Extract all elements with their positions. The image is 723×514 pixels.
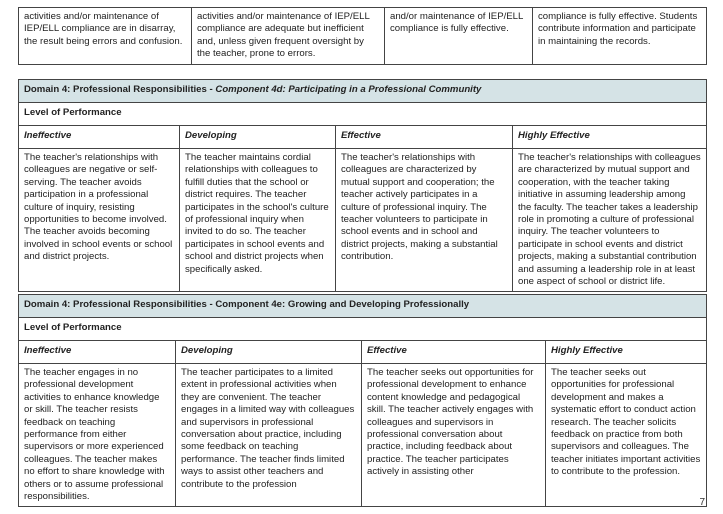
levels-header-row	[19, 126, 707, 149]
cell-developing: activities and/or maintenance of IEP/ELL compliance are adequate but inefficient and, unless given frequent oversight by the teacher, prone to errors.	[192, 8, 385, 65]
level-of-performance-label: Level of Performance	[19, 318, 707, 341]
table-row	[19, 8, 707, 65]
desc-highly-effective: The teacher seeks out opportunities for professional development and makes a systematic effort to conduct action research. The teacher solicits feedback on practice from both supervisors and colleagues. The teacher initiates important activities to contribute to the profession.	[546, 364, 707, 507]
domain-title	[19, 80, 707, 103]
desc-effective: The teacher's relationships with colleagues are characterized by mutual support and cooperation; the teacher actively participates in a culture of professional inquiry. The teacher volunteers to participate in school events and in school and district projects, making a substantial contribution.	[336, 149, 513, 292]
level-effective: Effective	[336, 126, 513, 149]
rubric-table-continued	[18, 7, 707, 65]
level-row	[19, 103, 707, 126]
level-ineffective: Ineffective	[19, 126, 180, 149]
level-of-performance-label: Level of Performance	[19, 103, 707, 126]
desc-developing: The teacher participates to a limited extent in professional activities when they are convenient. The teacher engages in a limited way with colleagues and supervisors in professional conversation about practice, including some feedback on teaching performance. The teacher finds limited ways to assist other teachers and contribute to the profession	[176, 364, 362, 507]
domain-label: Domain 4: Professional Responsibilities -	[24, 84, 216, 95]
cell-highly-effective: compliance is fully effective. Students contribute information and participate in maintaining the records.	[533, 8, 707, 65]
table-row	[19, 149, 707, 292]
page-number: 7	[699, 497, 705, 508]
desc-ineffective: The teacher engages in no professional development activities to enhance knowledge or skill. The teacher resists feedback on teaching performance from either supervisors or more experienced colleagues. The teacher makes no effort to share knowledge with others or to assume professional responsibilities.	[19, 364, 176, 507]
component-label: Component 4d: Participating in a Professional Community	[215, 84, 482, 95]
cell-ineffective: activities and/or maintenance of IEP/ELL compliance are in disarray, the result being errors and confusion.	[19, 8, 192, 65]
rubric-table-4e	[18, 294, 707, 507]
level-highly-effective: Highly Effective	[546, 341, 707, 364]
level-developing: Developing	[180, 126, 336, 149]
level-ineffective: Ineffective	[19, 341, 176, 364]
domain-title: Domain 4: Professional Responsibilities - Component 4e: Growing and Developing Professionally	[19, 295, 707, 318]
level-row	[19, 318, 707, 341]
levels-header-row	[19, 341, 707, 364]
table-row	[19, 364, 707, 507]
desc-highly-effective: The teacher's relationships with colleagues are characterized by mutual support and cooperation, with the teacher taking initiative in assuming leadership among the faculty. The teacher takes a leadership role in promoting a culture of professional inquiry. The teacher volunteers to participate in school events and district projects, making a substantial contribution and assuming a leadership role in at least one aspect of school or district life.	[513, 149, 707, 292]
rubric-table-4d	[18, 79, 707, 292]
level-developing: Developing	[176, 341, 362, 364]
desc-effective: The teacher seeks out opportunities for professional development to enhance content knowledge and pedagogical skill. The teacher actively engages with colleagues and supervisors in professional conversation about practice, including feedback about practice. The teacher participates actively in assisting other	[362, 364, 546, 507]
desc-ineffective: The teacher's relationships with colleagues are negative or self-serving. The teacher avoids participation in a professional culture of inquiry, resisting opportunities to become involved. The teacher avoids becoming involved in school events or school and district projects.	[19, 149, 180, 292]
level-highly-effective: Highly Effective	[513, 126, 707, 149]
cell-effective: and/or maintenance of IEP/ELL compliance is fully effective.	[385, 8, 533, 65]
level-effective: Effective	[362, 341, 546, 364]
desc-developing: The teacher maintains cordial relationships with colleagues to fulfill duties that the school or district requires. The teacher participates in the school's culture of professional inquiry when invited to do so. The teacher participates in school events and school and district projects when specifically asked.	[180, 149, 336, 292]
domain-header-row	[19, 295, 707, 318]
domain-header-row	[19, 80, 707, 103]
